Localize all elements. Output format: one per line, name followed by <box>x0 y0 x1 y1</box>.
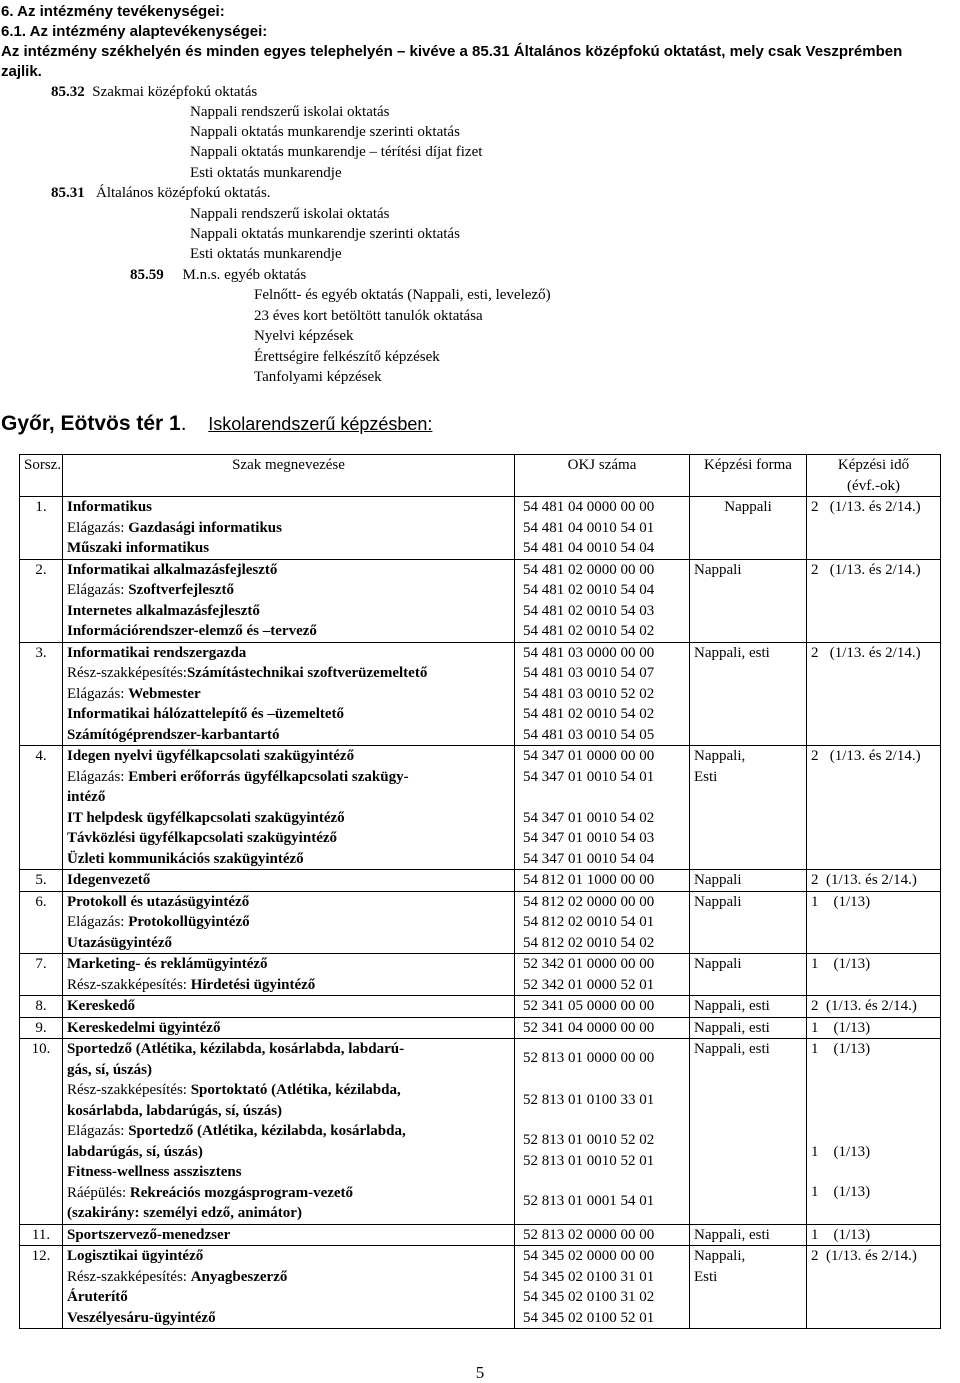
header-time: Képzési idő (évf.-ok) <box>807 455 941 497</box>
intro-line-cont: zajlik. <box>1 63 42 80</box>
header-no: Sorsz. <box>20 455 63 497</box>
location-subtitle: Iskolarendszerű képzésben: <box>208 414 433 434</box>
table-row: 8. Kereskedő 52 341 05 0000 00 00 Nappali, esti 2 (1/13. és 2/14.) <box>20 996 941 1018</box>
table-row: 10. Sportedző (Atlétika, kézilabda, kosárlabda, labdarú- gás, sí, úszás) Rész-szakképesítés: Sportoktató (Atlétika, kézilabda, kosárlabda, labdarúgás, sí, úszás) Elágazás: Sportedző (Atlétika, kézilabda, kosárlabda, labdarúgás, sí, úszás) Fitness-wellness asszisztens Ráépülés: Rekreációs mozgásprogram-vezető (szakirány: személyi edző, animátor) 52 813 01 0000 00 00 52 813 01 0100 33 01 52 813 01 0010 52 02 52 813 01 0010 52 01 52 813 01 0001 54 01 Nappali, esti 1 (1/13) 1 (1/13) 1 (1/13) <box>20 1039 941 1225</box>
activity-item: Nappali rendszerű iskolai oktatás <box>190 104 390 120</box>
activity-item: Érettségire felkészítő képzések <box>254 349 440 365</box>
activity-item: Tanfolyami képzések <box>254 369 382 385</box>
table-row: 4. Idegen nyelvi ügyfélkapcsolati szakügyintéző Elágazás: Emberi erőforrás ügyfélkapcsolati szakügy- intéző IT helpdesk ügyfélkapcsolati szakügyintéző Távközlési ügyfélkapcsolati szakügyintéző Üzleti kommunikációs szakügyintéző 54 347 01 0000 00 00 54 347 01 0010 54 01 54 347 01 0010 54 02 54 347 01 0010 54 03 54 347 01 0010 54 04 Nappali, Esti 2 (1/13. és 2/14.) <box>20 746 941 870</box>
course-table <box>19 454 941 1329</box>
activity-item: Esti oktatás munkarendje <box>190 165 342 181</box>
location-heading: Győr, Eötvös tér 1. Iskolarendszerű képzésben: <box>1 412 433 435</box>
activity-item: Felnőtt- és egyéb oktatás (Nappali, esti, levelező) <box>254 287 551 303</box>
table-row: 12. Logisztikai ügyintéző Rész-szakképesítés: Anyagbeszerző Áruterítő Veszélyesáru-ügyintéző 54 345 02 0000 00 00 54 345 02 0100 31 01 54 345 02 0100 31 02 54 345 02 0100 52 01 Nappali, Esti 2 (1/13. és 2/14.) <box>20 1246 941 1329</box>
header-okj: OKJ száma <box>515 455 690 497</box>
section-heading: 6. Az intézmény tevékenységei: <box>1 3 225 20</box>
activity-item: Nyelvi képzések <box>254 328 354 344</box>
activity-item: Nappali oktatás munkarendje szerinti oktatás <box>190 124 460 140</box>
subsection-heading: 6.1. Az intézmény alaptevékenységei: <box>1 23 268 40</box>
activity-85-32: 85.32 Szakmai középfokú oktatás <box>51 84 258 100</box>
activity-item: 23 éves kort betöltött tanulók oktatása <box>254 308 483 324</box>
header-name: Szak megnevezése <box>63 455 515 497</box>
table-row: 1. Informatikus Elágazás: Gazdasági informatikus Műszaki informatikus 54 481 04 0000 00 00 54 481 04 0010 54 01 54 481 04 0010 54 04 Nappali 2 (1/13. és 2/14.) <box>20 497 941 560</box>
activity-item: Nappali rendszerű iskolai oktatás <box>190 206 390 222</box>
page-number: 5 <box>475 1363 485 1382</box>
intro-line: Az intézmény székhelyén és minden egyes telephelyén – kivéve a 85.31 Általános középfokú oktatást, mely csak Veszprémben <box>1 43 903 60</box>
activity-85-59: 85.59 M.n.s. egyéb oktatás <box>130 267 307 283</box>
activity-item: Nappali oktatás munkarendje – térítési díjat fizet <box>190 144 483 160</box>
table-header <box>20 455 941 497</box>
table-row: 7. Marketing- és reklámügyintéző Rész-szakképesítés: Hirdetési ügyintéző 52 342 01 0000 00 00 52 342 01 0000 52 01 Nappali 1 (1/13) <box>20 954 941 996</box>
activity-85-31: 85.31 Általános középfokú oktatás. <box>51 185 271 201</box>
table-row: 5. Idegenvezető 54 812 01 1000 00 00 Nappali 2 (1/13. és 2/14.) <box>20 870 941 892</box>
table-row: 9. Kereskedelmi ügyintéző 52 341 04 0000 00 00 Nappali, esti 1 (1/13) <box>20 1017 941 1039</box>
table-row: 2. Informatikai alkalmazásfejlesztő Elágazás: Szoftverfejlesztő Internetes alkalmazásfejlesztő Információrendszer-elemző és –tervező 54 481 02 0000 00 00 54 481 02 0010 54 04 54 481 02 0010 54 03 54 481 02 0010 54 02 Nappali 2 (1/13. és 2/14.) <box>20 559 941 642</box>
activity-item: Esti oktatás munkarendje <box>190 246 342 262</box>
table-row: 11. Sportszervező-menedzser 52 813 02 0000 00 00 Nappali, esti 1 (1/13) <box>20 1224 941 1246</box>
activity-item: Nappali oktatás munkarendje szerinti oktatás <box>190 226 460 242</box>
header-form: Képzési forma <box>690 455 807 497</box>
table-row: 6. Protokoll és utazásügyintéző Elágazás: Protokollügyintéző Utazásügyintéző 54 812 02 0000 00 00 54 812 02 0010 54 01 54 812 02 0010 54 02 Nappali 1 (1/13) <box>20 891 941 954</box>
table-row: 3. Informatikai rendszergazda Rész-szakképesítés:Számítástechnikai szoftverüzemeltető Elágazás: Webmester Informatikai hálózattelepítő és –üzemeltető Számítógéprendszer-karbantartó 54 481 03 0000 00 00 54 481 03 0010 54 07 54 481 03 0010 52 02 54 481 02 0010 54 02 54 481 03 0010 54 05 Nappali, esti 2 (1/13. és 2/14.) <box>20 642 941 746</box>
